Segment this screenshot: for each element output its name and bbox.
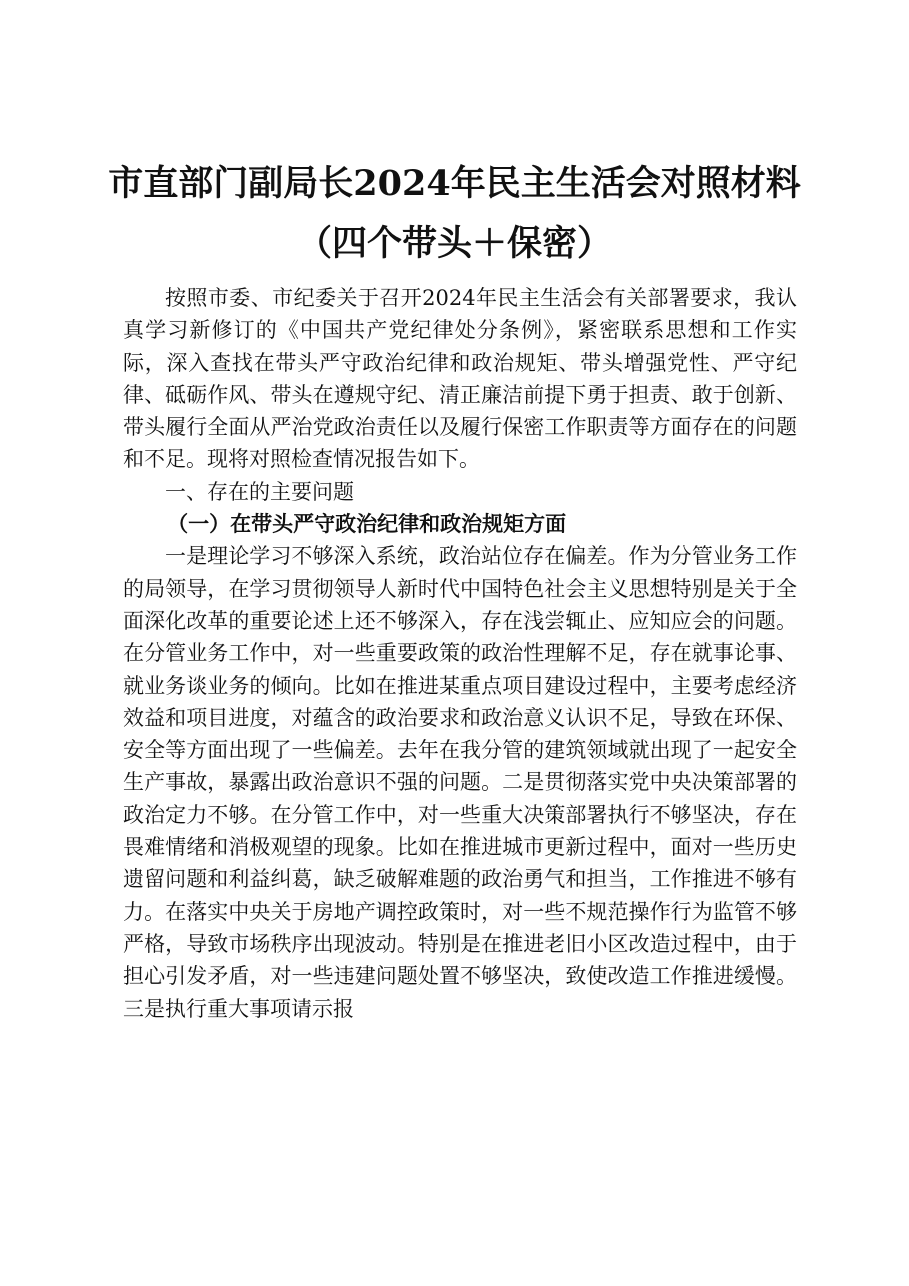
intro-paragraph: 按照市委、市纪委关于召开2024年民主生活会有关部署要求，我认真学习新修订的《中国共产党纪律处分条例》，紧密联系思想和工作实际，深入查找在带头严守政治纪律和政治规矩、带头增强党性、严守纪律、砥砺作风、带头在遵规守纪、清正廉洁前提下勇于担责、敢于创新、带头履行全面从严治党政治责任以及履行保密工作职责等方面存在的问题和不足。现将对照检查情况报告如下。 bbox=[123, 286, 797, 472]
document-title: 市直部门副局长2024年民主生活会对照材料 bbox=[108, 163, 801, 204]
body-paragraph: 一是理论学习不够深入系统，政治站位存在偏差。作为分管业务工作的局领导，在学习贯彻领导人新时代中国特色社会主义思想特别是关于全面深化改革的重要论述上还不够深入，存在浅尝辄止、应知应会的问题。在分管业务工作中，对一些重要政策的政治性理解不足，存在就事论事、就业务谈业务的倾向。比如在推进某重点项目建设过程中，主要考虑经济效益和项目进度，对蕴含的政治要求和政治意义认识不足，导致在环保、安全等方面出现了一些偏差。去年在我分管的建筑领域就出现了一起安全生产事故，暴露出政治意识不强的问题。二是贯彻落实党中央决策部署的政治定力不够。在分管工作中，对一些重大决策部署执行不够坚决，存在畏难情绪和消极观望的现象。比如在推进城市更新过程中，面对一些历史遗留问题和利益纠葛，缺乏破解难题的政治勇气和担当，工作推进不够有力。在落实中央关于房地产调控政策时，对一些不规范操作行为监管不够严格，导致市场秩序出现波动。特别是在推进老旧小区改造过程中，由于担心引发矛盾，对一些违建问题处置不够坚决，致使改造工作推进缓慢。三是执行重大事项请示报 bbox=[123, 544, 797, 1021]
section-heading: 一、存在的主要问题 bbox=[165, 479, 354, 504]
document-body bbox=[123, 282, 797, 1025]
subsection-heading: （一）在带头严守政治纪律和政治规矩方面 bbox=[167, 511, 567, 537]
document-subtitle: （四个带头＋保密） bbox=[296, 223, 612, 264]
